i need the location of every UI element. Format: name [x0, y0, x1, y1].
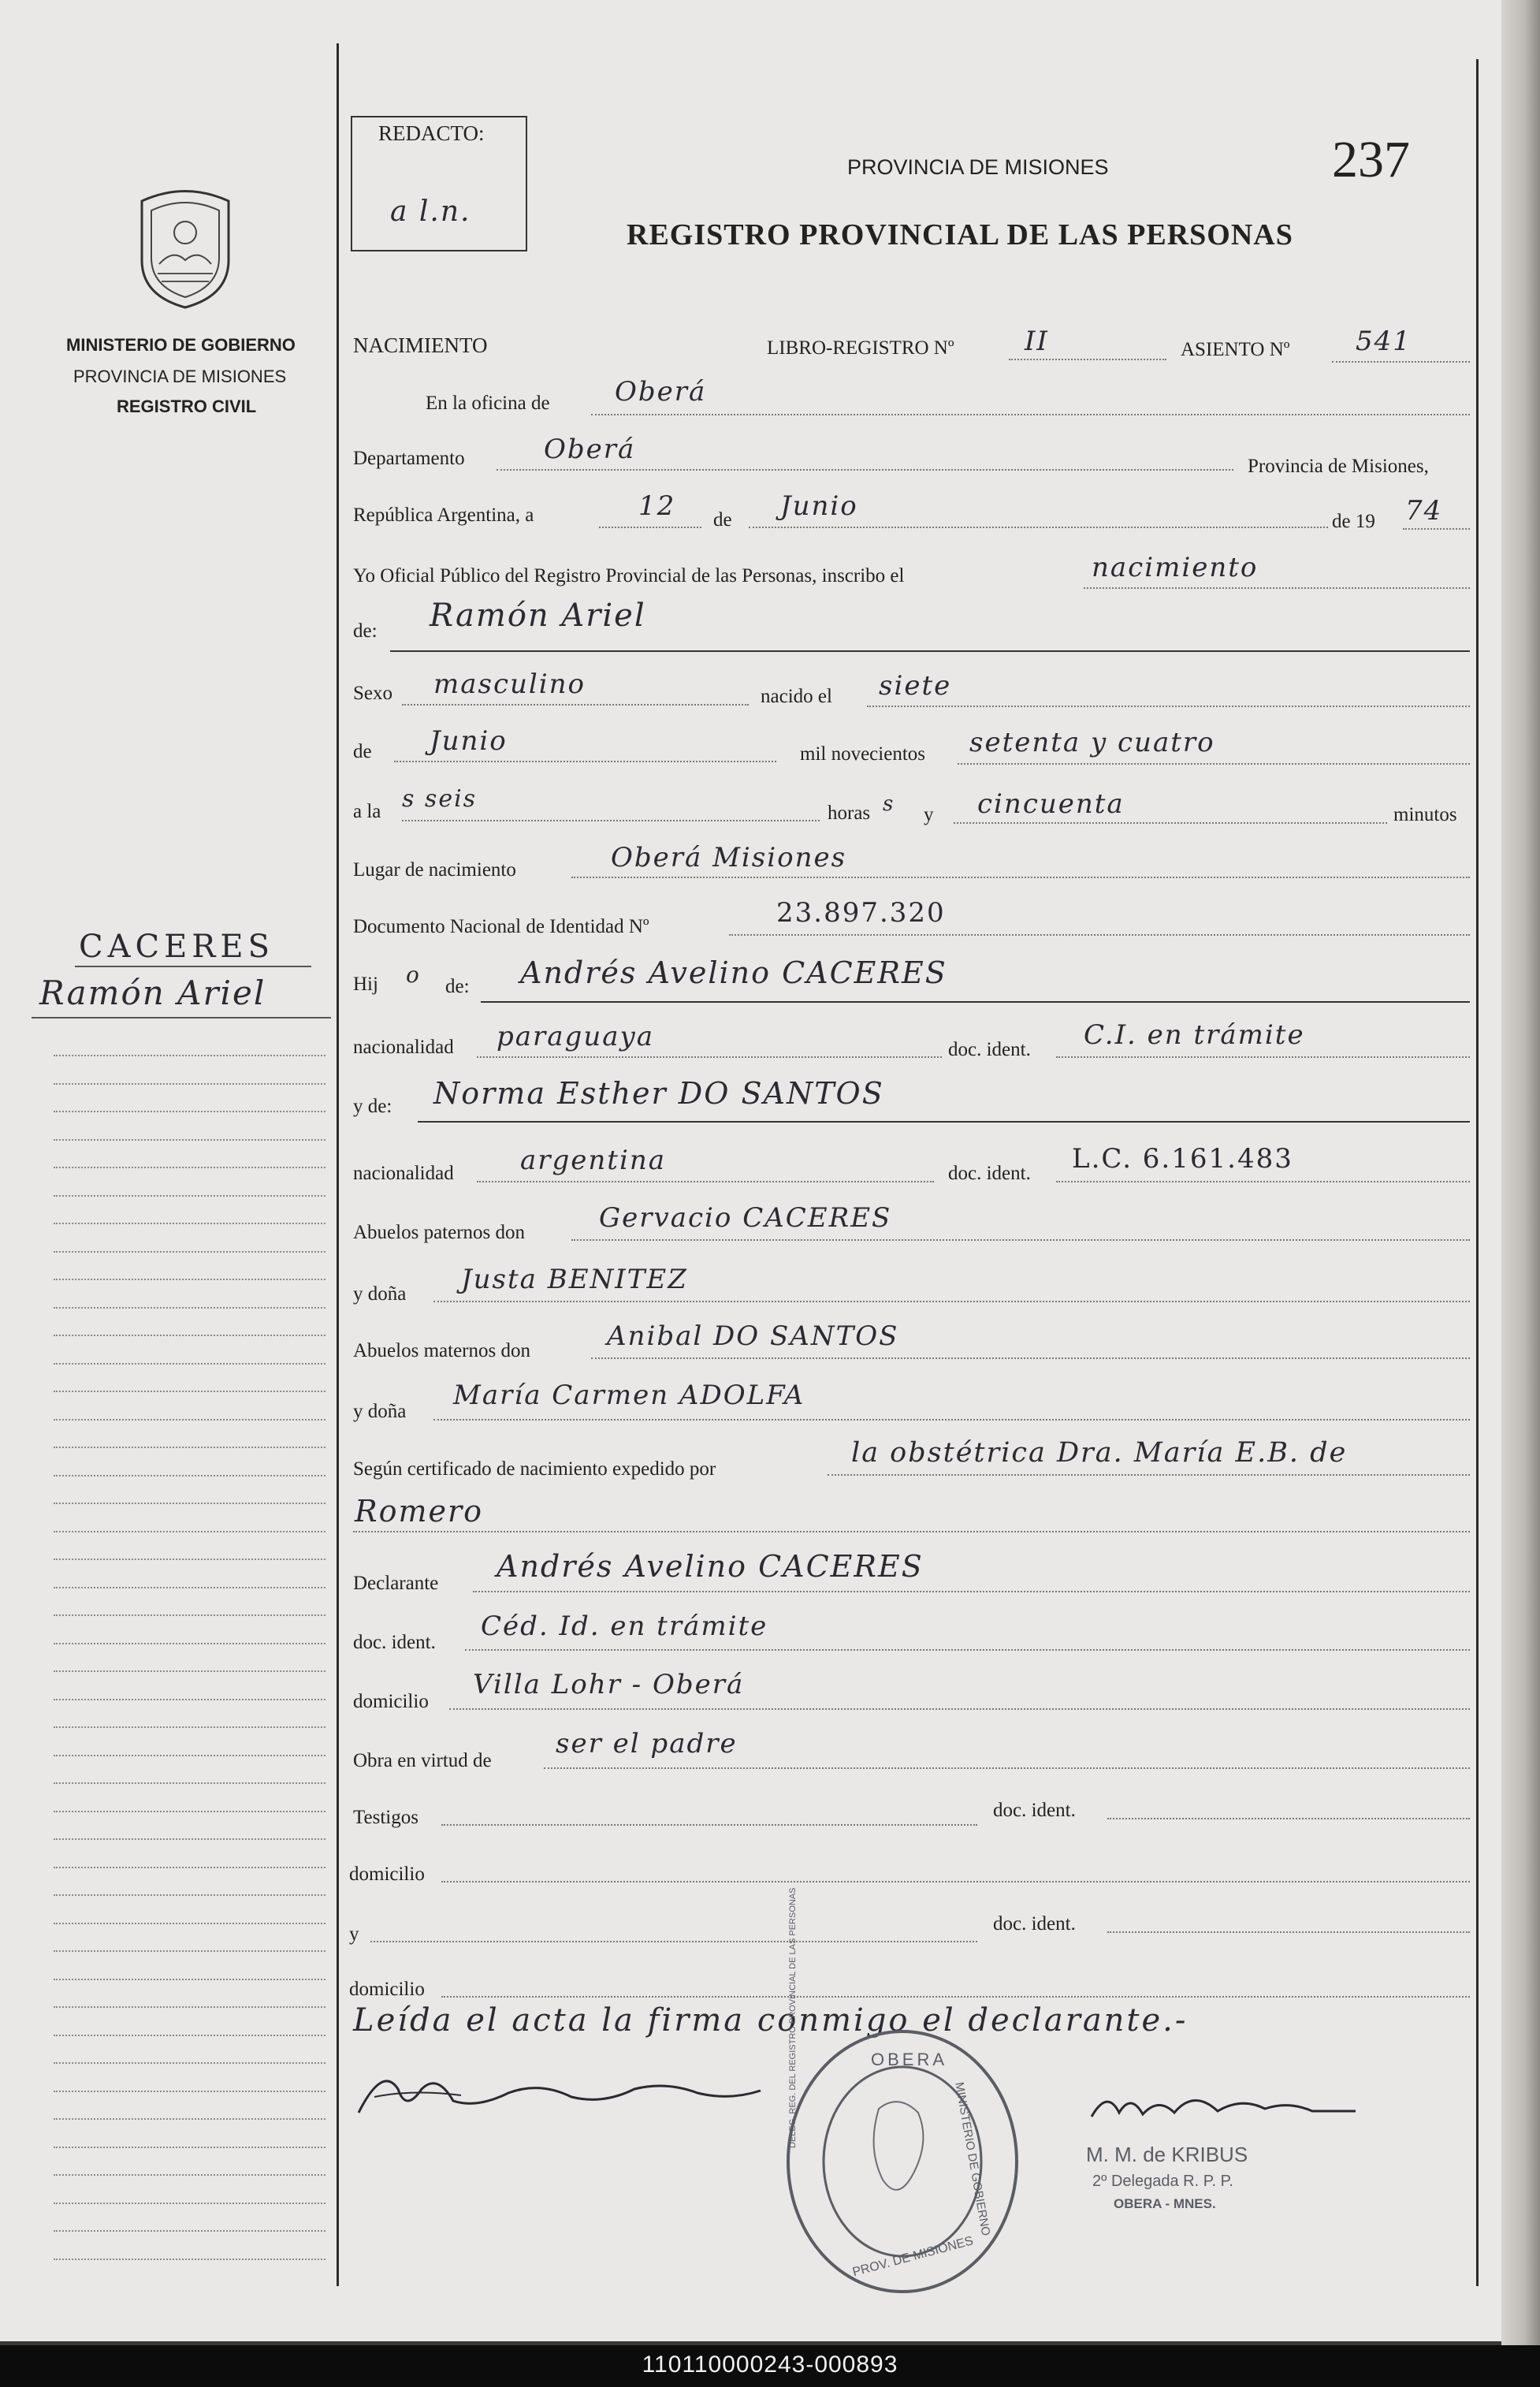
asiento-value: 541: [1356, 326, 1412, 357]
official-signature-icon: [1084, 2081, 1367, 2128]
oficial-value: nacimiento: [1092, 552, 1259, 583]
anio-label: de 19: [1332, 511, 1375, 532]
margin-dotted-line: [54, 2230, 325, 2232]
margin-dotted-line: [54, 1503, 325, 1504]
cert-value2: Romero: [355, 1494, 484, 1529]
mil-value: setenta y cuatro: [969, 727, 1215, 758]
nac1-value: paraguaya: [497, 1021, 654, 1052]
ydona1-label: y doña: [353, 1283, 407, 1305]
margin-dotted-line: [54, 1419, 325, 1421]
margin-dotted-line: [54, 1782, 325, 1784]
horas-mid: s: [883, 792, 895, 816]
margin-dotted-line: [54, 1811, 325, 1812]
margin-dotted-line: [54, 2203, 325, 2204]
docid4-label: doc. ident.: [993, 1800, 1076, 1821]
domicilio2-label: domicilio: [349, 1864, 425, 1885]
domicilio-label: domicilio: [353, 1691, 429, 1712]
official-name: M. M. de KRIBUS: [1086, 2143, 1248, 2166]
declarante-label: Declarante: [353, 1573, 439, 1594]
ministry-line2: PROVINCIA DE MISIONES: [73, 367, 287, 386]
y-label: y: [924, 804, 934, 825]
mes-value: Junio: [780, 490, 858, 522]
margin-dotted-line: [54, 2259, 325, 2260]
declarante-value: Andrés Avelino CACERES: [497, 1549, 924, 1584]
nacimiento-label: NACIMIENTO: [353, 333, 488, 357]
margin-dotted-line: [54, 2147, 325, 2148]
docid2-label: doc. ident.: [948, 1163, 1031, 1184]
header-title: REGISTRO PROVINCIAL DE LAS PERSONAS: [627, 218, 1293, 251]
closing-value: Leída el acta la firma conmigo el declarante.-: [353, 2002, 1188, 2039]
margin-underline-2: [32, 1017, 331, 1018]
margin-dotted-line: [54, 1167, 325, 1168]
margin-dotted-line: [54, 1391, 325, 1392]
mil-label: mil novecientos: [800, 743, 925, 765]
stamp-city: OBERA: [871, 2050, 948, 2069]
abpat-label: Abuelos paternos don: [353, 1222, 526, 1243]
nac2-value: argentina: [520, 1145, 667, 1176]
docid5-label: doc. ident.: [993, 1913, 1076, 1935]
margin-dotted-line: [54, 1587, 325, 1588]
abpat-value: Gervacio CACERES: [599, 1202, 892, 1234]
redacto-value: a l.n.: [390, 196, 471, 228]
cert-value: la obstétrica Dra. María E.B. de: [851, 1437, 1348, 1469]
margin-dotted-line: [54, 1979, 325, 1980]
page-edge: [1501, 0, 1540, 2345]
lugar-value: Oberá Misiones: [611, 842, 847, 873]
abmat-label: Abuelos maternos don: [353, 1340, 530, 1361]
domicilio-value: Villa Lohr - Oberá: [473, 1669, 745, 1700]
docid1-value: C.I. en trámite: [1084, 1019, 1305, 1051]
docid2-value: L.C. 6.161.483: [1072, 1143, 1293, 1175]
margin-dotted-line: [54, 1670, 325, 1672]
right-margin-rule: [1476, 59, 1479, 2286]
libro-value: II: [1025, 326, 1049, 357]
margin-dotted-line: [54, 1643, 325, 1644]
margin-dotted-line: [54, 1335, 325, 1336]
sexo-value: masculino: [433, 668, 586, 700]
departamento-label: Departamento: [353, 448, 465, 469]
redacto-label: REDACTO:: [378, 121, 485, 145]
abpat2-value: Justa BENITEZ: [461, 1264, 688, 1295]
minutos-value: cincuenta: [977, 788, 1125, 820]
horas-label: horas: [828, 802, 871, 824]
margin-dotted-line: [54, 1139, 325, 1141]
de2-label: de:: [353, 620, 378, 642]
margin-dotted-line: [54, 2174, 325, 2176]
abmat2-value: María Carmen ADOLFA: [453, 1380, 805, 1411]
margin-dotted-line: [54, 2035, 325, 2036]
left-margin-rule: [337, 43, 339, 2286]
minutos-label: minutos: [1393, 804, 1457, 825]
ministry-line1: MINISTERIO DE GOBIERNO: [66, 335, 296, 355]
dni-label: Documento Nacional de Identidad Nº: [353, 916, 649, 937]
ydona2-label: y doña: [353, 1401, 407, 1422]
asiento-label: ASIENTO Nº: [1181, 339, 1290, 360]
obra-label: Obra en virtud de: [353, 1750, 492, 1771]
ala-label: a la: [353, 801, 381, 822]
mes-nac-value: Junio: [430, 725, 508, 757]
margin-dotted-line: [54, 1867, 325, 1868]
stamp-bottom: PROV. DE MISIONES: [851, 2234, 975, 2280]
hij-label: Hij: [353, 974, 378, 995]
provincia-label: Provincia de Misiones,: [1248, 456, 1429, 477]
margin-dotted-line: [54, 1055, 325, 1056]
margin-dotted-line: [54, 1923, 325, 1924]
margin-dotted-line: [54, 1531, 325, 1532]
hij-suffix: o: [406, 962, 421, 988]
margin-surname: CACERES: [79, 929, 275, 965]
docid3-value: Céd. Id. en trámite: [481, 1611, 768, 1642]
obra-value: ser el padre: [556, 1728, 738, 1760]
de-label: de: [713, 509, 732, 531]
testigos-label: Testigos: [353, 1807, 418, 1828]
cert-label: Según certificado de nacimiento expedido por: [353, 1458, 716, 1480]
madre-value: Norma Esther DO SANTOS: [433, 1076, 884, 1111]
oficina-label: En la oficina de: [426, 393, 550, 414]
margin-dotted-line: [54, 1279, 325, 1280]
declarant-signature-icon: [351, 2057, 768, 2128]
margin-dotted-line: [54, 2006, 325, 2008]
provincial-seal-icon: [126, 185, 244, 311]
dia-value: 12: [638, 490, 676, 522]
y2-label: y: [349, 1923, 359, 1945]
margin-dotted-line: [54, 1755, 325, 1756]
abmat-value: Anibal DO SANTOS: [607, 1320, 899, 1352]
padre-value: Andrés Avelino CACERES: [520, 955, 947, 990]
official-role: 2º Delegada R. P. P.: [1092, 2173, 1233, 2190]
nombre-value: Ramón Ariel: [430, 598, 646, 634]
republica-label: República Argentina, a: [353, 505, 534, 526]
margin-dotted-line: [54, 1950, 325, 1952]
margin-dotted-line: [54, 1447, 325, 1448]
nacido-label: nacido el: [761, 686, 832, 707]
margin-dotted-line: [54, 1475, 325, 1477]
margin-dotted-line: [54, 1307, 325, 1309]
scan-footer-code: 110110000243-000893: [642, 2352, 898, 2378]
nac1-label: nacionalidad: [353, 1037, 454, 1058]
stamp-outer-top: DELEG. REG. DEL REGISTRO PROVINCIAL DE LAS PERSONAS: [788, 1887, 798, 2148]
margin-dotted-line: [54, 2091, 325, 2092]
margin-underline: [75, 966, 311, 967]
margin-dotted-line: [54, 1363, 325, 1365]
page-number: 237: [1332, 131, 1410, 188]
oficina-value: Oberá: [615, 376, 707, 408]
margin-dotted-line: [54, 1699, 325, 1700]
margin-given-names: Ramón Ariel: [39, 974, 266, 1012]
margin-dotted-line: [54, 1223, 325, 1224]
oficial-label: Yo Oficial Público del Registro Provincial de las Personas, inscribo el: [353, 565, 905, 587]
sexo-label: Sexo: [353, 683, 392, 704]
margin-dotted-line: [54, 1894, 325, 1896]
hij-de-label: de:: [445, 976, 470, 997]
ministry-line3: REGISTRO CIVIL: [117, 397, 257, 416]
stamp-inner: MINISTERIO DE GOBIERNO: [952, 2081, 993, 2237]
margin-dotted-line: [54, 1558, 325, 1560]
margin-dotted-line: [54, 1083, 325, 1085]
margin-dotted-line: [54, 2118, 325, 2120]
margin-dotted-line: [54, 1726, 325, 1728]
nacido-value: siete: [879, 670, 952, 702]
libro-label: LIBRO-REGISTRO Nº: [767, 337, 954, 359]
nac2-label: nacionalidad: [353, 1163, 454, 1184]
docid3-label: doc. ident.: [353, 1632, 436, 1653]
de3-label: de: [353, 741, 372, 762]
docid1-label: doc. ident.: [948, 1039, 1031, 1060]
header-province: PROVINCIA DE MISIONES: [847, 155, 1109, 179]
margin-dotted-line: [54, 1195, 325, 1197]
dni-value: 23.897.320: [776, 897, 946, 929]
domicilio3-label: domicilio: [349, 1979, 425, 2000]
yde-label: y de:: [353, 1096, 392, 1117]
margin-dotted-line: [54, 1838, 325, 1840]
margin-dotted-line: [54, 1111, 325, 1112]
lugar-label: Lugar de nacimiento: [353, 859, 516, 881]
anio-value: 74: [1405, 495, 1443, 527]
margin-dotted-line: [54, 1251, 325, 1253]
departamento-value: Oberá: [544, 434, 636, 465]
hora-value: s seis: [402, 785, 478, 813]
official-place: OBERA - MNES.: [1114, 2196, 1216, 2211]
margin-dotted-line: [54, 1614, 325, 1616]
margin-dotted-line: [54, 2062, 325, 2064]
